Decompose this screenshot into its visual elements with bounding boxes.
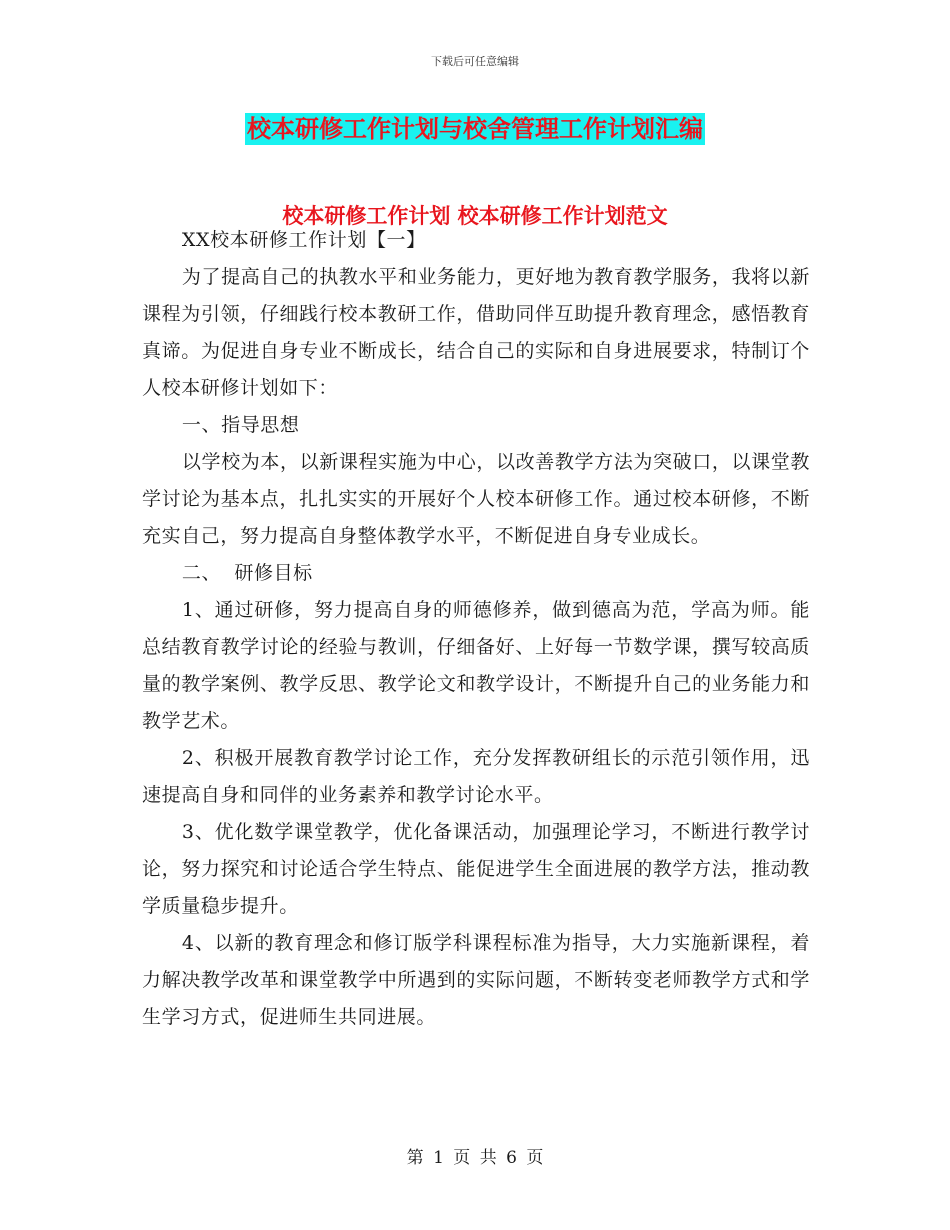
paragraph: 为了提高自己的执教水平和业务能力，更好地为教育教学服务，我将以新课程为引领，仔细践行校本教研工作，借助同伴互助提升教育理念，感悟教育真谛。为促进自身专业不断成长，结合自己的实际和自身进展要求，特制订个人校本研修计划如下： — [142, 266, 810, 399]
main-title: 校本研修工作计划与校舍管理工作计划汇编 — [247, 115, 703, 143]
sub-title: 校本研修工作计划 校本研修工作计划范文 — [282, 204, 668, 228]
page-footer: 第 1 页 共 6 页 — [406, 1148, 544, 1168]
paragraph: 以学校为本，以新课程实施为中心，以改善教学方法为突破口，以课堂教学讨论为基本点，扎扎实实的开展好个人校本研修工作。通过校本研修，不断充实自己，努力提高自身整体教学水平，不断促进自身专业成长。 — [142, 451, 810, 547]
header-note: 下载后可任意编辑 — [431, 55, 519, 68]
paragraph: XX校本研修工作计划【一】 — [181, 229, 426, 251]
main-title-container — [0, 113, 950, 145]
section-heading: 一、指导思想 — [181, 414, 300, 436]
paragraph: 3、优化数学课堂教学，优化备课活动，加强理论学习，不断进行教学讨论，努力探究和讨论适合学生特点、能促进学生全面进展的教学方法，推动教学质量稳步提升。 — [142, 821, 810, 917]
paragraph: 4、以新的教育理念和修订版学科课程标准为指导，大力实施新课程，着力解决教学改革和课堂教学中所遇到的实际问题，不断转变老师教学方式和学生学习方式，促进师生共同进展。 — [142, 932, 810, 1028]
document-body — [142, 222, 810, 1036]
paragraph: 2、积极开展教育教学讨论工作，充分发挥教研组长的示范引领作用，迅速提高自身和同伴的业务素养和教学讨论水平。 — [142, 747, 810, 806]
paragraph: 1、通过研修，努力提高自身的师德修养，做到德高为范，学高为师。能总结教育教学讨论的经验与教训，仔细备好、上好每一节数学课，撰写较高质量的教学案例、教学反思、教学论文和教学设计，不断提升自己的业务能力和教学艺术。 — [142, 599, 810, 732]
section-heading: 二、 研修目标 — [181, 562, 313, 584]
